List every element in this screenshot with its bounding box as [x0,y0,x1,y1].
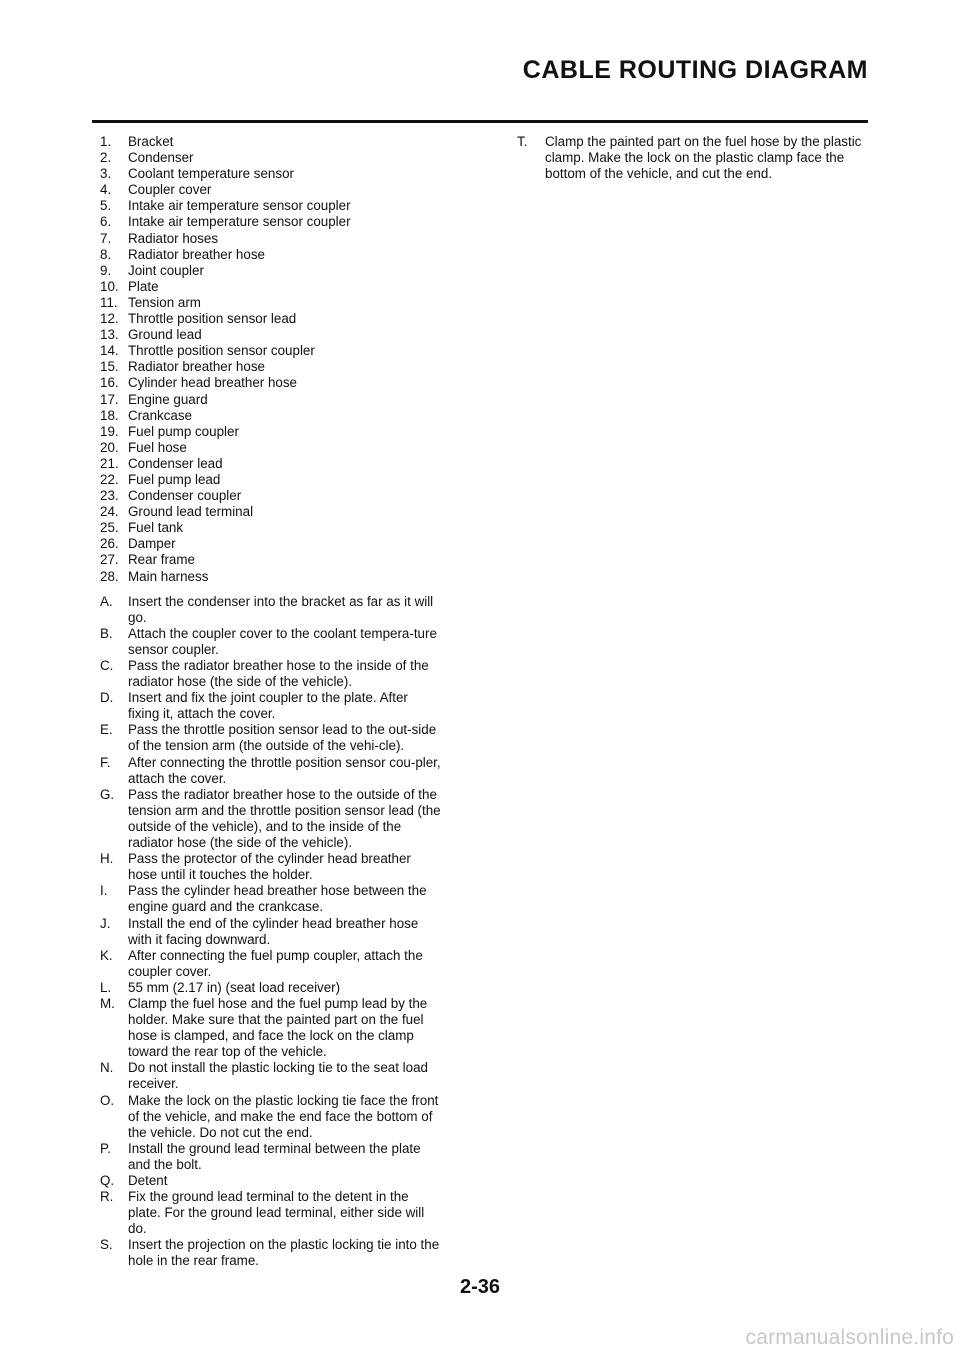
part-item-text: Rear frame [128,552,195,568]
part-item-text: Throttle position sensor coupler [128,343,315,359]
instruction-item [100,1093,442,1141]
page-title: CABLE ROUTING DIAGRAM [522,56,868,84]
instruction-item-text: Pass the protector of the cylinder head breather hose until it touches the holder. [128,851,411,883]
instruction-item-number: D. [100,690,114,706]
part-item [100,440,442,456]
instruction-item-number: I. [100,883,108,899]
instruction-item-number: K. [100,947,113,963]
part-item-text: Intake air temperature sensor coupler [128,214,351,230]
part-item [100,392,442,408]
part-item-text: Radiator breather hose [128,359,265,375]
instruction-item-text: Pass the throttle position sensor lead to the out-side of the tension arm (the outside of the vehi-cle). [128,722,437,754]
instruction-item [100,1173,442,1189]
part-item-text: Damper [128,536,176,552]
watermark-link[interactable]: carmanualsonline.info [745,1326,954,1349]
part-item [100,311,442,327]
part-item-number: 9. [100,262,112,278]
part-item-number: 22. [100,471,119,487]
instruction-item [100,980,442,996]
part-item-text: Crankcase [128,407,193,423]
instruction-item-text: Pass the radiator breather hose to the outside of the tension arm and the throttle position sensor lead (the outside of the vehicle), and to the inside of the radiator hose (the side of the vehicle). [128,786,441,851]
part-item-text: Fuel pump lead [128,471,221,487]
part-item-number: 15. [100,359,119,375]
instruction-item [100,690,442,722]
part-item-number: 23. [100,488,119,504]
part-item-number: 11. [100,294,118,310]
part-item-number: 19. [100,423,119,439]
instruction-item [100,658,442,690]
part-item-text: Joint coupler [128,262,204,278]
part-item-text: Condenser [128,150,194,166]
instruction-item-number: O. [100,1092,115,1108]
instruction-item-number: Q. [100,1173,115,1188]
right-column [517,134,862,182]
header-rule [92,120,868,123]
part-item-number: 7. [100,230,112,246]
part-item [100,520,442,536]
instruction-item-number: P. [100,1140,111,1156]
part-item [100,343,442,359]
part-item-text: Cylinder head breather hose [128,375,297,391]
instruction-item-text: Do not install the plastic locking tie to the seat load receiver. [128,1060,428,1092]
part-item [100,424,442,440]
part-item-number: 26. [100,536,119,552]
part-item-number: 2. [100,150,112,166]
part-item-text: Coolant temperature sensor [128,166,294,182]
part-item [100,182,442,198]
instruction-item-number: A. [100,593,113,609]
instruction-item [100,594,442,626]
instruction-item-number: G. [100,786,115,802]
part-item [100,214,442,230]
part-item-text: Ground lead [128,327,202,343]
part-item-text: Tension arm [128,294,201,310]
part-item [100,569,442,585]
instruction-item-text: Pass the cylinder head breather hose between the engine guard and the crankcase. [128,883,427,915]
instruction-item [100,996,442,1060]
part-item [100,504,442,520]
part-item [100,134,442,150]
part-item-number: 10. [100,278,119,294]
instructions-list-continued [517,134,862,182]
instruction-item [100,787,442,851]
part-item-text: Radiator hoses [128,230,219,246]
instruction-item-number: M. [100,995,115,1011]
part-item-number: 12. [100,311,119,327]
instruction-item-text: Install the ground lead terminal between the plate and the bolt. [128,1140,421,1172]
part-item [100,295,442,311]
instruction-item-text: Install the end of the cylinder head breather hose with it facing downward. [128,915,419,947]
instruction-item [100,626,442,658]
part-item [100,552,442,568]
part-item-text: Fuel hose [128,439,187,455]
instruction-item-text: Clamp the painted part on the fuel hose by the plastic clamp. Make the lock on the plastic clamp face the bottom of the vehicle, and cut the end. [545,134,862,182]
part-item-number: 18. [100,407,119,423]
instruction-item-number: F. [100,754,111,770]
instruction-item [517,134,862,182]
part-item-number: 14. [100,343,119,359]
part-item [100,263,442,279]
instruction-item-text: Clamp the fuel hose and the fuel pump lead by the holder. Make sure that the painted part on the fuel hose is clamped, and face the lock on the clamp toward the rear top of the vehicle. [128,995,428,1060]
part-item-number: 4. [100,182,112,198]
part-item-number: 6. [100,214,112,230]
part-item [100,166,442,182]
part-item-number: 5. [100,198,112,214]
instruction-item-number: L. [100,979,112,995]
instruction-item-number: C. [100,658,114,673]
instruction-item-number: T. [517,134,528,149]
left-column [100,134,442,1270]
part-item-number: 27. [100,552,119,568]
instruction-item-number: R. [100,1189,114,1205]
instruction-item-text: Make the lock on the plastic locking tie face the front of the vehicle, and make the end face the bottom of the vehicle. Do not cut the end. [128,1092,439,1140]
instruction-item-number: H. [100,851,114,867]
instruction-item [100,1060,442,1092]
part-item-number: 28. [100,568,119,584]
part-item-text: Fuel pump coupler [128,423,239,439]
instruction-item-number: N. [100,1060,114,1076]
part-item [100,456,442,472]
part-item [100,150,442,166]
instruction-item-text: Fix the ground lead terminal to the detent in the plate. For the ground lead terminal, either side will do. [128,1189,425,1237]
part-item [100,198,442,214]
part-item-text: Main harness [128,568,209,584]
instruction-item-number: J. [100,915,111,931]
instruction-item [100,1141,442,1173]
instruction-item [100,1189,442,1237]
part-item-text: Throttle position sensor lead [128,311,297,327]
part-item [100,359,442,375]
part-item-text: Plate [128,278,159,294]
part-item-text: Fuel tank [128,520,184,536]
instruction-item-text: Insert the projection on the plastic locking tie into the hole in the rear frame. [128,1237,440,1269]
instruction-item [100,916,442,948]
part-item-text: Condenser coupler [128,488,242,504]
part-item-text: Intake air temperature sensor coupler [128,198,351,214]
part-item-text: Ground lead terminal [128,504,254,520]
part-item-number: 20. [100,439,119,455]
part-item-number: 8. [100,246,112,262]
part-item [100,375,442,391]
instruction-item-text: Pass the radiator breather hose to the inside of the radiator hose (the side of the vehicle). [128,658,429,690]
instruction-item-text: Insert and fix the joint coupler to the plate. After fixing it, attach the cover. [128,690,408,722]
part-item-text: Condenser lead [128,455,223,471]
part-item [100,247,442,263]
part-item [100,408,442,424]
page-number: 2-36 [459,1276,501,1298]
part-item-number: 16. [100,375,119,391]
instruction-item-number: E. [100,722,113,738]
part-item-number: 1. [100,134,112,149]
part-item [100,279,442,295]
instruction-item [100,851,442,883]
part-item-text: Engine guard [128,391,208,407]
instruction-item-text: Detent [128,1173,168,1188]
instruction-item-text: Attach the coupler cover to the coolant tempera-ture sensor coupler. [128,625,437,657]
part-item [100,488,442,504]
part-item [100,472,442,488]
instruction-item-text: After connecting the fuel pump coupler, attach the coupler cover. [128,947,423,979]
part-item-number: 17. [100,391,119,407]
instructions-list [100,594,442,1270]
instruction-item-number: B. [100,625,113,641]
instruction-item [100,948,442,980]
part-item-text: Radiator breather hose [128,246,265,262]
instruction-item-text: Insert the condenser into the bracket as far as it will go. [128,593,434,625]
part-item [100,327,442,343]
part-item [100,231,442,247]
part-item [100,536,442,552]
instruction-item [100,722,442,754]
part-item-number: 13. [100,327,119,343]
instruction-item [100,883,442,915]
instruction-item [100,755,442,787]
part-item-number: 21. [100,455,119,471]
instruction-item-text: After connecting the throttle position sensor cou-pler, attach the cover. [128,754,441,786]
part-item-number: 24. [100,504,119,520]
part-item-number: 25. [100,520,119,536]
parts-list [100,134,442,585]
part-item-text: Coupler cover [128,182,212,198]
part-item-number: 3. [100,166,112,182]
instruction-item [100,1237,442,1269]
instruction-item-number: S. [100,1237,113,1253]
part-item-text: Bracket [128,134,174,149]
instruction-item-text: 55 mm (2.17 in) (seat load receiver) [128,979,341,995]
